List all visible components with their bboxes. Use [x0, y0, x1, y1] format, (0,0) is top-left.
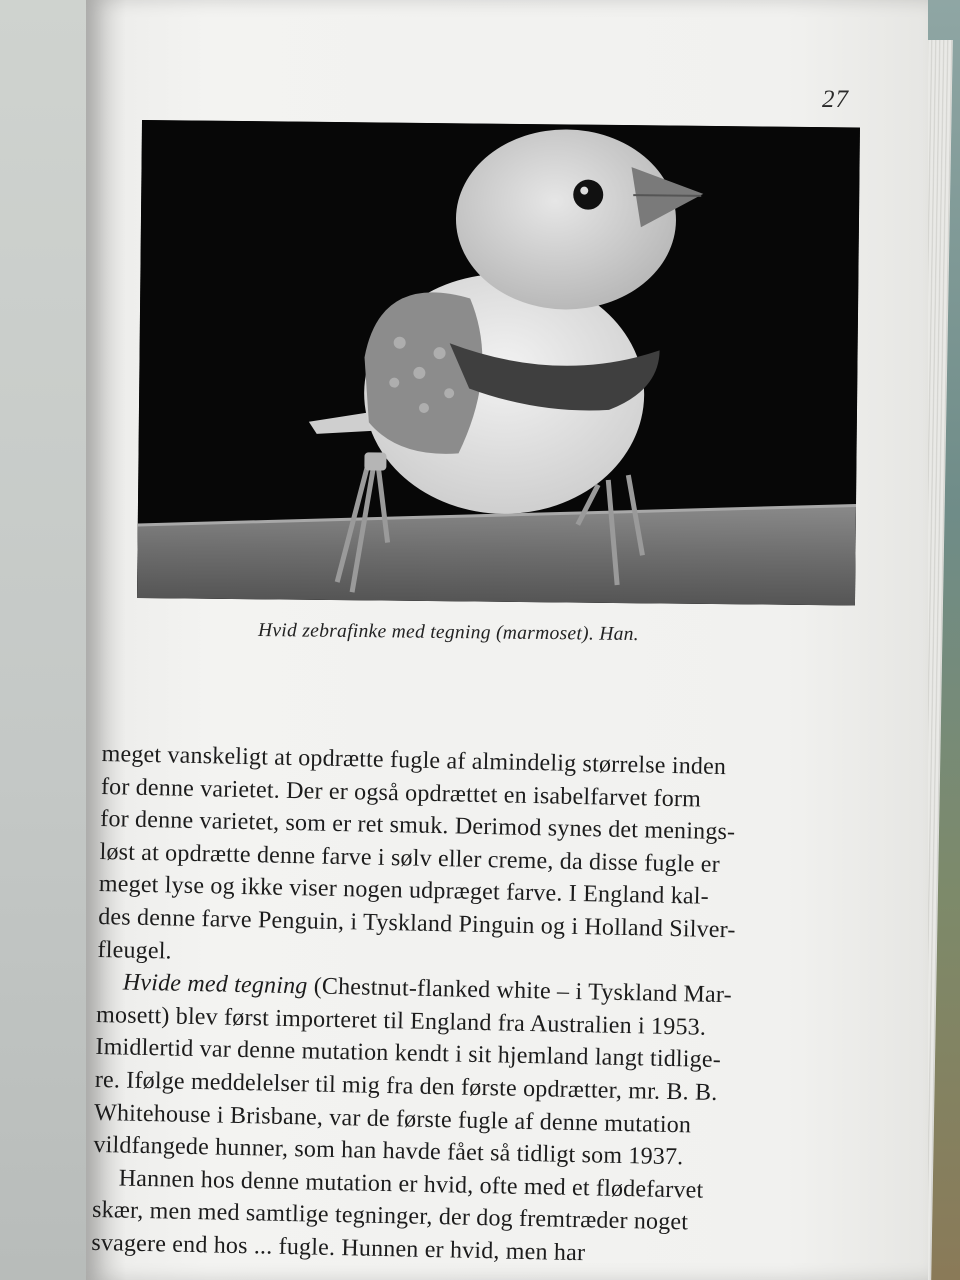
zebra-finch-photo — [137, 120, 860, 605]
text-line: Imidlertid var denne mutation kendt i sit hjemland langt tidlige- — [95, 1034, 722, 1074]
text-line: des denne farve Penguin, i Tyskland Pinguin og i Holland Silver- — [97, 903, 736, 944]
body-text — [91, 738, 892, 1276]
text-line: re. Ifølge meddelelser til mig fra den første opdrætter, mr. B. B. — [94, 1066, 718, 1106]
bird-illustration — [137, 120, 860, 605]
text-line: meget lyse og ikke viser nogen udpræget farve. I England kal- — [98, 871, 710, 911]
text-line: skær, men med samtlige tegninger, der dog fremtræder noget — [91, 1197, 689, 1236]
text-line: Hannen hos denne mutation er hvid, ofte med et flødefarvet — [118, 1165, 704, 1204]
text-line: Whitehouse i Brisbane, var de første fugle af denne mutation — [93, 1099, 692, 1138]
text-line: meget vanskeligt at opdrætte fugle af almindelig størrelse inden — [101, 740, 727, 781]
page-number: 27 — [822, 86, 849, 113]
text-line: for denne varietet. Der er også opdrættet en isabelfarvet form — [100, 773, 702, 813]
italic-term: Hvide med tegning — [122, 969, 308, 1000]
figure-caption: Hvid zebrafinke med tegning (marmoset). Han. — [257, 620, 640, 645]
text-fragment: (Chestnut-flanked white – i Tyskland Mar- — [307, 973, 733, 1009]
text-line: fleugel. — [97, 936, 173, 965]
text-line: vildfangede hunner, som han havde fået så tidligt som 1937. — [93, 1132, 684, 1171]
text-line: løst at opdrætte denne farve i sølv eller creme, da disse fugle er — [99, 838, 721, 878]
text-line: mosett) blev først importeret til England fra Australien i 1953. — [95, 1001, 707, 1041]
text-line: for denne varietet, som er ret smuk. Derimod synes det menings- — [100, 806, 736, 846]
text-line: svagere end hos ... fugle. Hunnen er hvid, men har — [91, 1229, 586, 1267]
